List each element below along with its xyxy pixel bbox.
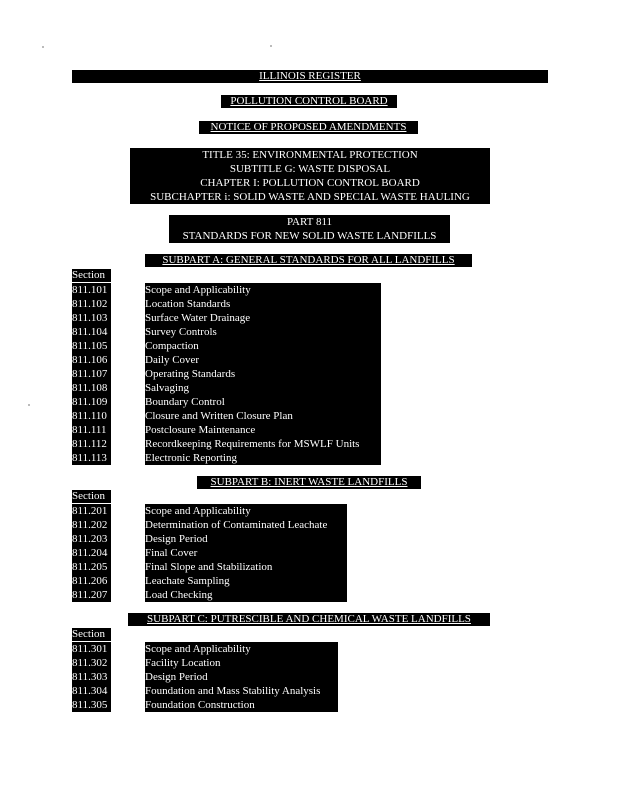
section-title: Scope and Applicability bbox=[145, 642, 338, 656]
subpart-a-heading-bar bbox=[145, 254, 472, 267]
scan-speck bbox=[270, 45, 272, 47]
scan-speck bbox=[42, 46, 44, 48]
section-title: Final Slope and Stabilization bbox=[145, 560, 347, 574]
section-title: Surface Water Drainage bbox=[145, 311, 381, 325]
section-title: Postclosure Maintenance bbox=[145, 423, 381, 437]
subpart-b-heading: SUBPART B: INERT WASTE LANDFILLS bbox=[210, 476, 408, 488]
notice-title: NOTICE OF PROPOSED AMENDMENTS bbox=[210, 121, 407, 133]
section-title: Operating Standards bbox=[145, 367, 381, 381]
title-line-2: SUBTITLE G: WASTE DISPOSAL bbox=[130, 162, 490, 176]
section-title: Foundation and Mass Stability Analysis bbox=[145, 684, 338, 698]
register-title: ILLINOIS REGISTER bbox=[259, 70, 361, 82]
board-name: POLLUTION CONTROL BOARD bbox=[230, 95, 388, 107]
section-number: 811.104 bbox=[72, 325, 111, 339]
subpart-b-section-label: Section bbox=[72, 490, 111, 503]
section-number: 811.207 bbox=[72, 588, 111, 602]
section-title: Design Period bbox=[145, 532, 347, 546]
section-title: Daily Cover bbox=[145, 353, 381, 367]
section-title: Electronic Reporting bbox=[145, 451, 381, 465]
subpart-c-heading: SUBPART C: PUTRESCIBLE AND CHEMICAL WASTE LANDFILLS bbox=[147, 613, 471, 625]
section-title: Salvaging bbox=[145, 381, 381, 395]
section-number: 811.201 bbox=[72, 504, 111, 518]
subpart-c-heading-bar bbox=[128, 613, 490, 626]
title-line-4: SUBCHAPTER i: SOLID WASTE AND SPECIAL WASTE HAULING bbox=[130, 190, 490, 204]
section-number: 811.305 bbox=[72, 698, 111, 712]
section-title: Closure and Written Closure Plan bbox=[145, 409, 381, 423]
section-number: 811.111 bbox=[72, 423, 111, 437]
section-number: 811.102 bbox=[72, 297, 111, 311]
section-number: 811.112 bbox=[72, 437, 111, 451]
section-number: 811.113 bbox=[72, 451, 111, 465]
section-number: 811.108 bbox=[72, 381, 111, 395]
section-title: Location Standards bbox=[145, 297, 381, 311]
section-number: 811.110 bbox=[72, 409, 111, 423]
section-title: Foundation Construction bbox=[145, 698, 338, 712]
section-number: 811.203 bbox=[72, 532, 111, 546]
section-title: Recordkeeping Requirements for MSWLF Units bbox=[145, 437, 381, 451]
section-number: 811.205 bbox=[72, 560, 111, 574]
section-number: 811.303 bbox=[72, 670, 111, 684]
section-title: Compaction bbox=[145, 339, 381, 353]
register-header-bar bbox=[72, 70, 548, 83]
section-number: 811.101 bbox=[72, 283, 111, 297]
section-number: 811.204 bbox=[72, 546, 111, 560]
subpart-b-heading-bar bbox=[197, 476, 421, 489]
title-line-1: TITLE 35: ENVIRONMENTAL PROTECTION bbox=[130, 148, 490, 162]
section-number: 811.106 bbox=[72, 353, 111, 367]
section-number: 811.107 bbox=[72, 367, 111, 381]
section-title: Determination of Contaminated Leachate bbox=[145, 518, 347, 532]
board-name-bar bbox=[221, 95, 397, 108]
section-number: 811.302 bbox=[72, 656, 111, 670]
section-title: Survey Controls bbox=[145, 325, 381, 339]
section-title: Leachate Sampling bbox=[145, 574, 347, 588]
subpart-a-section-label: Section bbox=[72, 269, 111, 282]
subpart-c-section-label: Section bbox=[72, 628, 111, 641]
section-title: Scope and Applicability bbox=[145, 283, 381, 297]
section-number: 811.304 bbox=[72, 684, 111, 698]
section-title: Load Checking bbox=[145, 588, 347, 602]
subpart-a-heading: SUBPART A: GENERAL STANDARDS FOR ALL LANDFILLS bbox=[162, 254, 455, 266]
section-title: Boundary Control bbox=[145, 395, 381, 409]
section-title: Scope and Applicability bbox=[145, 504, 347, 518]
section-number: 811.109 bbox=[72, 395, 111, 409]
section-number: 811.105 bbox=[72, 339, 111, 353]
section-title: Facility Location bbox=[145, 656, 338, 670]
scan-speck bbox=[28, 404, 30, 406]
section-title: Design Period bbox=[145, 670, 338, 684]
part-title: STANDARDS FOR NEW SOLID WASTE LANDFILLS bbox=[169, 229, 450, 243]
section-number: 811.301 bbox=[72, 642, 111, 656]
part-number: PART 811 bbox=[169, 215, 450, 229]
title-line-3: CHAPTER I: POLLUTION CONTROL BOARD bbox=[130, 176, 490, 190]
section-title: Final Cover bbox=[145, 546, 347, 560]
notice-bar bbox=[199, 121, 418, 134]
section-number: 811.202 bbox=[72, 518, 111, 532]
section-number: 811.206 bbox=[72, 574, 111, 588]
section-number: 811.103 bbox=[72, 311, 111, 325]
